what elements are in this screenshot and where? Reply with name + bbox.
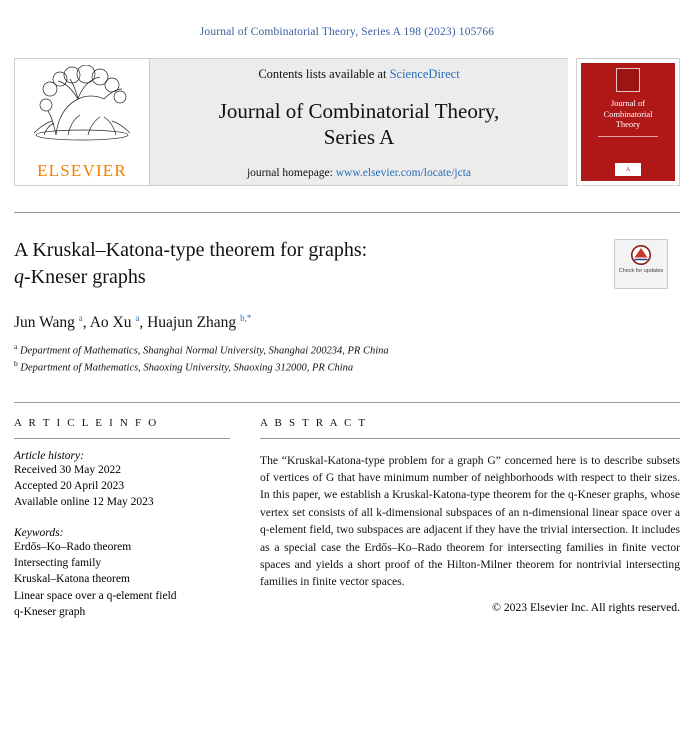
journal-title-line2: Series A <box>323 124 395 149</box>
author-2-mark: a <box>135 313 140 323</box>
elsevier-logo-box <box>14 58 150 186</box>
homepage-prefix: journal homepage: <box>246 167 333 179</box>
cover-title-line2: Combinatorial <box>603 108 653 119</box>
journal-title-line1: Journal of Combinatorial Theory, <box>218 98 500 123</box>
crossmark-badge[interactable] <box>614 239 668 289</box>
copyright-line: © 2023 Elsevier Inc. All rights reserved. <box>492 600 680 614</box>
article-history-received: Received 30 May 2022 <box>14 463 121 476</box>
page-title-line2 <box>14 264 514 291</box>
cover-title-line1: Journal of <box>610 98 646 108</box>
affiliation-b-text: Department of Mathematics, Shaoxing University, Shaoxing 312000, PR China <box>20 362 354 374</box>
affiliation-b-mark: b <box>14 358 18 368</box>
abstract-rule <box>260 438 680 439</box>
cover-title-line3: Theory <box>615 119 641 130</box>
keyword-item: q-Kneser graph <box>14 605 86 618</box>
journal-title <box>219 99 500 150</box>
sciencedirect-link[interactable]: ScienceDirect <box>389 67 460 81</box>
title-separator <box>14 212 680 213</box>
elsevier-tree-icon <box>26 65 138 148</box>
keyword-item: Kruskal–Katona theorem <box>14 573 130 586</box>
elsevier-wordmark: ELSEVIER <box>37 161 127 180</box>
abstract-text: The “Kruskal-Katona-type problem for a graph G” concerned here is to describe subsets of vertices of G that have minimum number of neighborhoods with respect to their sizes. In this paper, we establish a Kruskal-Katona-type theorem for the q-Kneser graphs, whose vertex set consists of all k-dimensional subspaces of an n-dimensional linear space over a q-element field, two subspaces are adjacent if they have the trivial intersection. It includes as a special case the Erdős–Ko–Rado theorem for intersecting families in finite vector spaces and yields a short proof of the Hilton-Milner theorem for nontrivial intersecting families in finite vector spaces. <box>260 453 680 589</box>
affiliation-a-text: Department of Mathematics, Shanghai Normal University, Shanghai 200234, PR China <box>19 345 389 357</box>
journal-masthead <box>14 58 680 186</box>
journal-homepage-line <box>247 167 471 179</box>
author-3: Huajun Zhang $^{b,*}$ <box>147 313 252 332</box>
page-title-q: q <box>14 266 24 288</box>
journal-cover-box <box>576 58 680 186</box>
article-history-title: Article history: <box>14 449 84 462</box>
keyword-item: Intersecting family <box>14 556 102 569</box>
title-area <box>14 237 680 291</box>
page-title-line2-rest: -Kneser graphs <box>24 266 146 288</box>
contents-prefix: Contents lists available at <box>258 67 387 81</box>
article-history-online: Available online 12 May 2023 <box>14 496 154 509</box>
affiliation-a-mark: a <box>14 342 18 352</box>
article-history-accepted: Accepted 20 April 2023 <box>14 479 125 492</box>
affiliation-a <box>14 342 680 359</box>
keywords-title: Keywords: <box>14 526 64 539</box>
page-title <box>14 237 514 291</box>
affiliation-list <box>14 342 680 375</box>
keyword-item: Linear space over a q-element field <box>14 589 177 602</box>
author-2: Ao Xu $^a$ <box>89 313 140 332</box>
abstract-heading: A B S T R A C T <box>260 416 368 429</box>
author-list: Jun Wang $^a$, Ao Xu $^a$, Huajun Zhang $^{b,*}$ <box>14 313 252 332</box>
article-info-column <box>14 417 246 621</box>
cover-ornament <box>616 68 640 92</box>
cover-badge: A <box>615 163 641 176</box>
author-3-mark: b,* <box>240 313 252 323</box>
journal-cover-image <box>581 63 675 181</box>
article-info-rule <box>14 438 230 439</box>
crossmark-label: Check for updates <box>618 268 664 274</box>
running-head: Journal of Combinatorial Theory, Series A 198 (2023) 105766 <box>199 26 495 38</box>
info-separator <box>14 402 680 403</box>
article-info-heading: A R T I C L E I N F O <box>14 416 159 429</box>
keyword-item: Erdős–Ko–Rado theorem <box>14 540 132 553</box>
abstract-column <box>246 417 680 621</box>
cover-divider <box>598 136 658 137</box>
page-title-line1: A Kruskal–Katona-type theorem for graphs: <box>14 239 368 261</box>
info-abstract-columns <box>14 417 680 621</box>
author-1: Jun Wang $^a$ <box>14 313 83 332</box>
contents-available-line <box>258 67 459 82</box>
crossmark-icon <box>630 244 652 266</box>
author-1-mark: a <box>78 313 83 323</box>
journal-homepage-link[interactable]: www.elsevier.com/locate/jcta <box>335 167 472 179</box>
masthead-center <box>150 58 568 186</box>
affiliation-b <box>14 359 680 376</box>
